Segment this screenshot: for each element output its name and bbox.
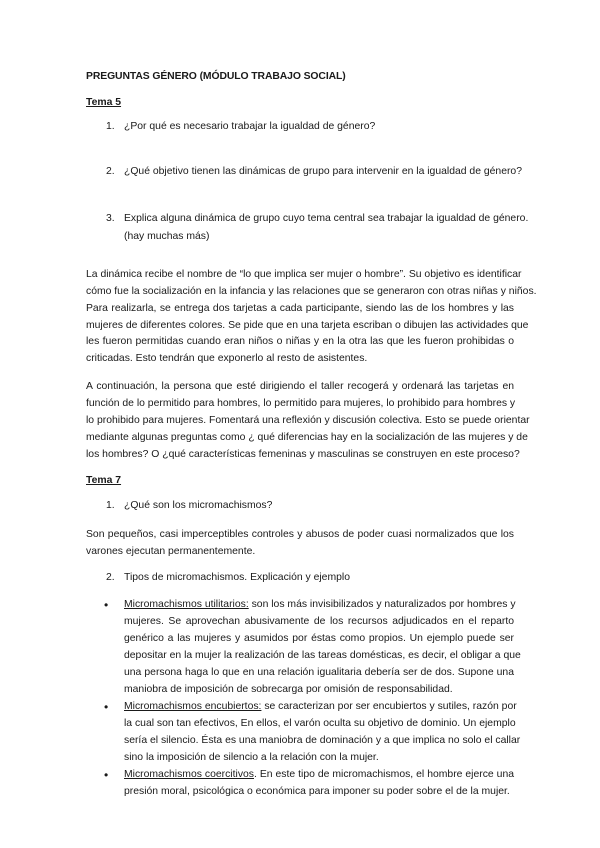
bullet-term: Micromachismos utilitarios:: [124, 599, 249, 610]
paragraph-line: Para realizarla, se entrega dos tarjetas a cada participante, siendo las de los hombres y las: [86, 303, 514, 314]
paragraph-line: lo prohibido para mujeres. Fomentará una reflexión y discusión colectiva. Esto se puede orientar: [86, 415, 530, 426]
bullet-line: genérico a las mujeres y asumidos por éstas como propios. Un ejemplo puede ser: [124, 633, 514, 644]
paragraph-line: La dinámica recibe el nombre de “lo que implica ser mujer o hombre”. Su objetivo es identificar: [86, 269, 522, 280]
bullet-line: la cual son tan efectivos, En ellos, el varón oculta su objetivo de dominio. Un ejemplo: [124, 718, 516, 729]
question-number: 1.: [106, 500, 115, 511]
question-text: ¿Qué objetivo tienen las dinámicas de grupo para intervenir en la igualdad de género?: [124, 166, 522, 177]
paragraph-line: función de lo permitido para hombres, lo permitido para mujeres, lo prohibido para hombres y: [86, 398, 516, 409]
paragraph-line: mediante algunas preguntas como ¿ qué diferencias hay en la socialización de las mujeres y de: [86, 432, 528, 443]
question-text: ¿Qué son los micromachismos?: [124, 500, 273, 511]
bullet-line: [124, 598, 514, 612]
bullet-text: son los más invisibilizados y naturalizados por hombres y: [248, 599, 516, 610]
bullet-line: mujeres. Se aprovechan abusivamente de los recursos adjudicados en el reparto: [124, 616, 514, 627]
bullet-line: [124, 700, 517, 714]
bullet-line: sino la imposición de silencio a la relación con la mujer.: [124, 752, 379, 763]
paragraph-line: criticadas. Esto tendrán que exponerlo al resto de asistentes.: [86, 353, 368, 364]
bullet-line: depositar en la mujer la realización de las tareas domésticas, es decir, el obligar a que: [124, 650, 521, 661]
bullet-icon: •: [104, 598, 109, 612]
document-title: PREGUNTAS GÉNERO (MÓDULO TRABAJO SOCIAL): [86, 71, 346, 82]
bullet-term: Micromachismos coercitivos: [124, 769, 254, 780]
bullet-line: [124, 768, 514, 782]
bullet-line: sería el silencio. Ésta es una maniobra de dominación y a que implica no solo el callar: [124, 735, 521, 746]
section-heading-tema5: Tema 5: [86, 97, 122, 108]
bullet-text: . En este tipo de micromachismos, el hombre ejerce una: [254, 769, 514, 780]
paragraph-line: les fueron permitidas cuando eran niños o niñas y en la otra las que les fueron prohibidas o: [86, 336, 514, 347]
bullet-icon: •: [104, 700, 109, 714]
bullet-line: maniobra de imposición de sobrecarga por omisión de responsabilidad.: [124, 684, 453, 695]
paragraph-line: cómo fue la socialización en la infancia y las relaciones que se generaron con otras niñas y niños.: [86, 286, 537, 297]
bullet-line: presión moral, psicológica o económica para imponer su poder sobre el de la mujer.: [124, 786, 510, 797]
paragraph-line: los hombres? O ¿qué características femeninas y masculinas se construyen en este proceso?: [86, 449, 520, 460]
paragraph-line: mujeres de diferentes colores. Se pide que en una tarjeta escriban o dibujen las actividades que: [86, 320, 529, 331]
question-text: Tipos de micromachismos. Explicación y ejemplo: [124, 572, 350, 583]
question-number: 2.: [106, 572, 115, 583]
bullet-text: se caracterizan por ser encubiertos y sutiles, razón por: [261, 701, 517, 712]
bullet-line: una persona haga lo que en una relación igualitaria debería ser de dos. Supone una: [124, 667, 514, 678]
paragraph-line: Son pequeños, casi imperceptibles controles y abusos de poder cuasi normalizados que los: [86, 529, 514, 540]
question-number: 1.: [106, 121, 115, 132]
paragraph-line: A continuación, la persona que esté dirigiendo el taller recogerá y ordenará las tarjetas en: [86, 381, 514, 392]
question-number: 3.: [106, 213, 115, 224]
bullet-icon: •: [104, 768, 109, 782]
bullet-term: Micromachismos encubiertos:: [124, 701, 262, 712]
question-text-continued: (hay muchas más): [124, 231, 210, 242]
question-number: 2.: [106, 166, 115, 177]
section-heading-tema7: Tema 7: [86, 475, 122, 486]
question-text: Explica alguna dinámica de grupo cuyo tema central sea trabajar la igualdad de género.: [124, 213, 529, 224]
question-text: ¿Por qué es necesario trabajar la igualdad de género?: [124, 121, 376, 132]
paragraph-line: varones ejecutan permanentemente.: [86, 546, 256, 557]
